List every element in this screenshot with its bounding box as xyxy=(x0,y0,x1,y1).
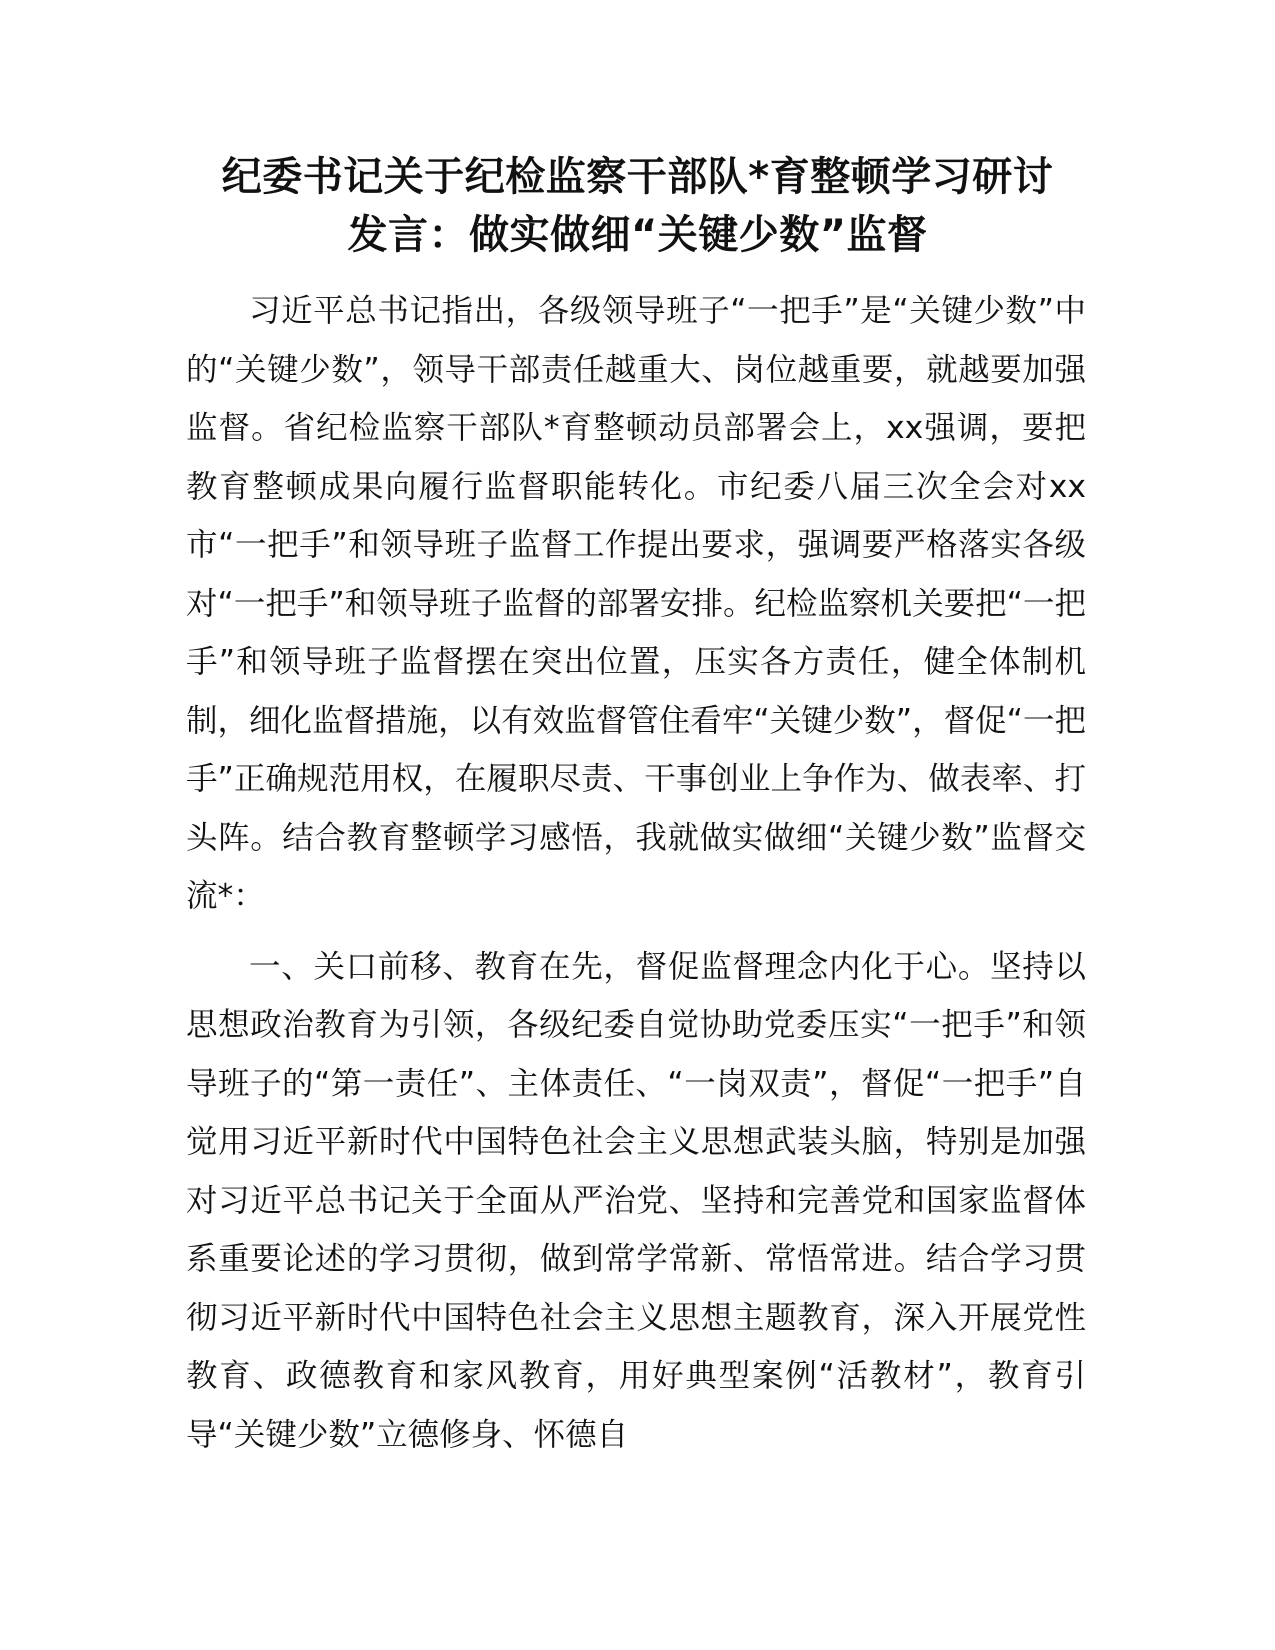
paragraph-section-1: 一、关口前移、教育在先，督促监督理念内化于心。坚持以思想政治教育为引领，各级纪委自觉协助党委压实“一把手”和领导班子的“第一责任”、主体责任、“一岗双责”，督促“一把手”自觉用习近平新时代中国特色社会主义思想武装头脑，特别是加强对习近平总书记关于全面从严治党、坚持和完善党和国家监督体系重要论述的学习贯彻，做到常学常新、常悟常进。结合学习贯彻习近平新时代中国特色社会主义思想主题教育，深入开展党性教育、政德教育和家风教育，用好典型案例“活教材”，教育引导“关键少数”立德修身、怀德自 xyxy=(186,948,1086,1453)
title-line-2: 发言：做实做细“关键少数”监督 xyxy=(347,212,928,258)
paragraph-intro: 习近平总书记指出，各级领导班子“一把手”是“关键少数”中的“关键少数”，领导干部责任越重大、岗位越重要，就越要加强监督。省纪检监察干部队*育整顿动员部署会上，xx强调，要把教育整顿成果向履行监督职能转化。市纪委八届三次全会对xx市“一把手”和领导班子监督工作提出要求，强调要严格落实各级对“一把手”和领导班子监督的部署安排。纪检监察机关要把“一把手”和领导班子监督摆在突出位置，压实各方责任，健全体制机制，细化监督措施，以有效监督管住看牢“关键少数”，督促“一把手”正确规范用权，在履职尽责、干事创业上争作为、做表率、打头阵。结合教育整顿学习感悟，我就做实做细“关键少数”监督交流*： xyxy=(186,293,1086,914)
title-line-1: 纪委书记关于纪检监察干部队*育整顿学习研讨 xyxy=(221,154,1054,200)
document-title xyxy=(160,148,1115,264)
document-body xyxy=(186,282,1086,1464)
